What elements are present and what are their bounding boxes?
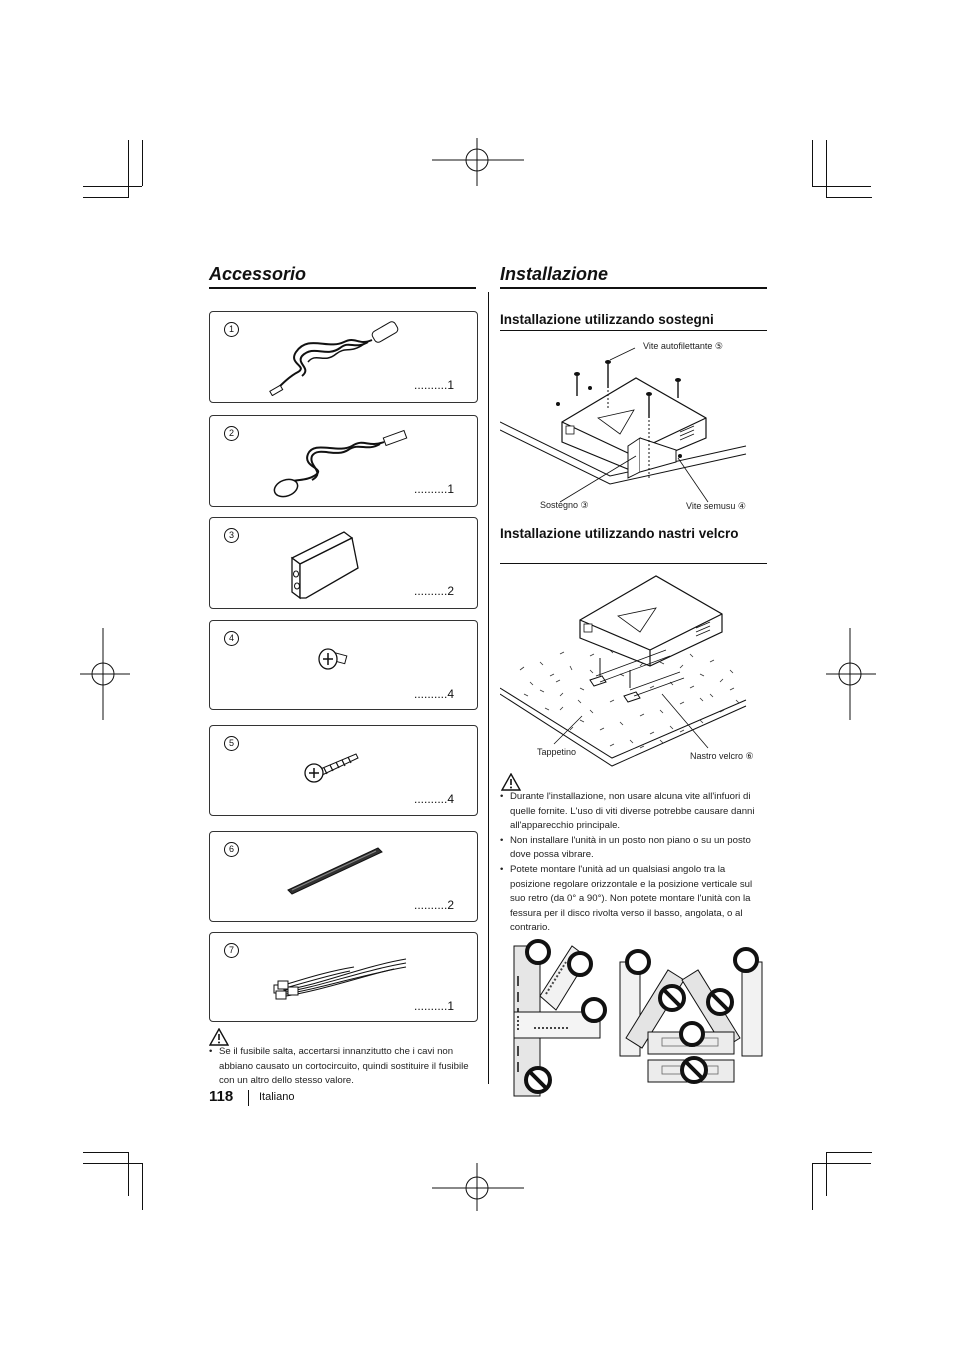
ok-circle-icon <box>627 951 649 973</box>
accessory-item-4 <box>209 620 478 710</box>
accessory-warning-text: • Se il fusibile salta, accertarsi innanzitutto che i cavi non abbiano causato un cortocircuito, quindi sostituire il fusibile con un altro dello stesso valore. <box>209 1045 471 1089</box>
tapping-screw-icon <box>302 748 362 788</box>
installation-warning-list <box>500 790 768 936</box>
ok-circle-icon <box>569 953 591 975</box>
registration-mark-right <box>826 628 876 720</box>
item-quantity: ..........2 <box>414 584 455 598</box>
accessory-item-6 <box>209 831 478 922</box>
item-quantity: ..........1 <box>414 999 455 1013</box>
mounting-bracket-icon <box>288 528 364 602</box>
label-bracket: Sostegno ③ <box>540 500 589 510</box>
brackets-subtitle-rule <box>500 330 767 331</box>
item-number: 7 <box>224 943 239 958</box>
mounting-angles-side-illustration <box>510 936 610 1100</box>
item-number: 1 <box>224 322 239 337</box>
warning-triangle-icon <box>209 1028 229 1046</box>
installation-title-rule <box>500 287 767 289</box>
warning-triangle-icon <box>501 773 521 791</box>
mounting-angles-front-illustration <box>618 942 768 1090</box>
remote-sensor-cable-icon <box>268 424 408 504</box>
prohibited-icon <box>660 986 684 1010</box>
installation-warning-item: • Durante l'installazione, non usare alcuna vite all'infuori di quelle fornite. L'uso di viti diverse potrebbe causare danni all'apparecchio principale. <box>500 790 768 834</box>
accessory-warning-list <box>209 1045 471 1089</box>
accessory-title: Accessorio <box>209 264 307 284</box>
label-mat: Tappetino <box>537 747 577 757</box>
item-number: 6 <box>224 842 239 857</box>
ok-circle-icon <box>583 999 605 1021</box>
page-number: 118 <box>209 1088 234 1105</box>
ok-circle-icon <box>681 1023 703 1045</box>
installation-title: Installazione <box>500 264 609 284</box>
registration-mark-left <box>80 628 130 720</box>
prohibited-icon <box>526 1068 550 1092</box>
column-divider <box>488 292 489 1084</box>
installation-warning-item: • Potete montare l'unità ad un qualsiasi angolo tra la posizione regolare orizzontale e la posizione verticale sul suo retro (da 0° a 90°). Non potete montare l'unità con la fessura per il disco rivolta verso il basso, angolata, o al contrario. <box>500 863 768 936</box>
item-quantity: ..........2 <box>414 898 455 912</box>
label-velcro: Nastro velcro ⑥ <box>690 751 754 761</box>
brackets-subtitle: Installazione utilizzando sostegni <box>500 312 714 327</box>
velcro-installation-illustration <box>500 570 767 768</box>
prohibited-icon <box>708 990 732 1014</box>
velcro-subtitle-rule <box>500 563 767 564</box>
item-number: 4 <box>224 631 239 646</box>
accessory-item-2 <box>209 415 478 507</box>
velcro-strip-icon <box>286 846 386 898</box>
accessory-item-3 <box>209 517 478 609</box>
label-semi-screw: Vite semusu ④ <box>686 501 746 511</box>
ok-circle-icon <box>527 941 549 963</box>
item-number: 3 <box>224 528 239 543</box>
label-tapping-screw: Vite autofilettante ⑤ <box>643 341 723 351</box>
item-number: 5 <box>224 736 239 751</box>
rca-cable-icon <box>270 955 410 1001</box>
accessory-title-rule <box>209 287 476 289</box>
item-quantity: ..........1 <box>414 482 455 496</box>
bolt-icon <box>316 645 350 675</box>
accessory-item-5 <box>209 725 478 816</box>
item-quantity: ..........4 <box>414 687 455 701</box>
page-language: Italiano <box>259 1091 295 1103</box>
accessory-item-7 <box>209 932 478 1022</box>
power-cable-icon <box>268 316 408 396</box>
registration-mark-top <box>432 138 524 186</box>
ok-circle-icon <box>735 949 757 971</box>
item-quantity: ..........1 <box>414 378 455 392</box>
item-quantity: ..........4 <box>414 792 455 806</box>
installation-warning-item: • Non installare l'unità in un posto non piano o su un posto dove possa vibrare. <box>500 834 768 863</box>
registration-mark-bottom <box>432 1163 524 1211</box>
velcro-subtitle: Installazione utilizzando nastri velcro <box>500 526 739 541</box>
prohibited-icon <box>682 1058 706 1082</box>
footer-divider <box>248 1090 249 1106</box>
accessory-item-1 <box>209 311 478 403</box>
item-number: 2 <box>224 426 239 441</box>
bracket-installation-illustration <box>500 338 767 516</box>
